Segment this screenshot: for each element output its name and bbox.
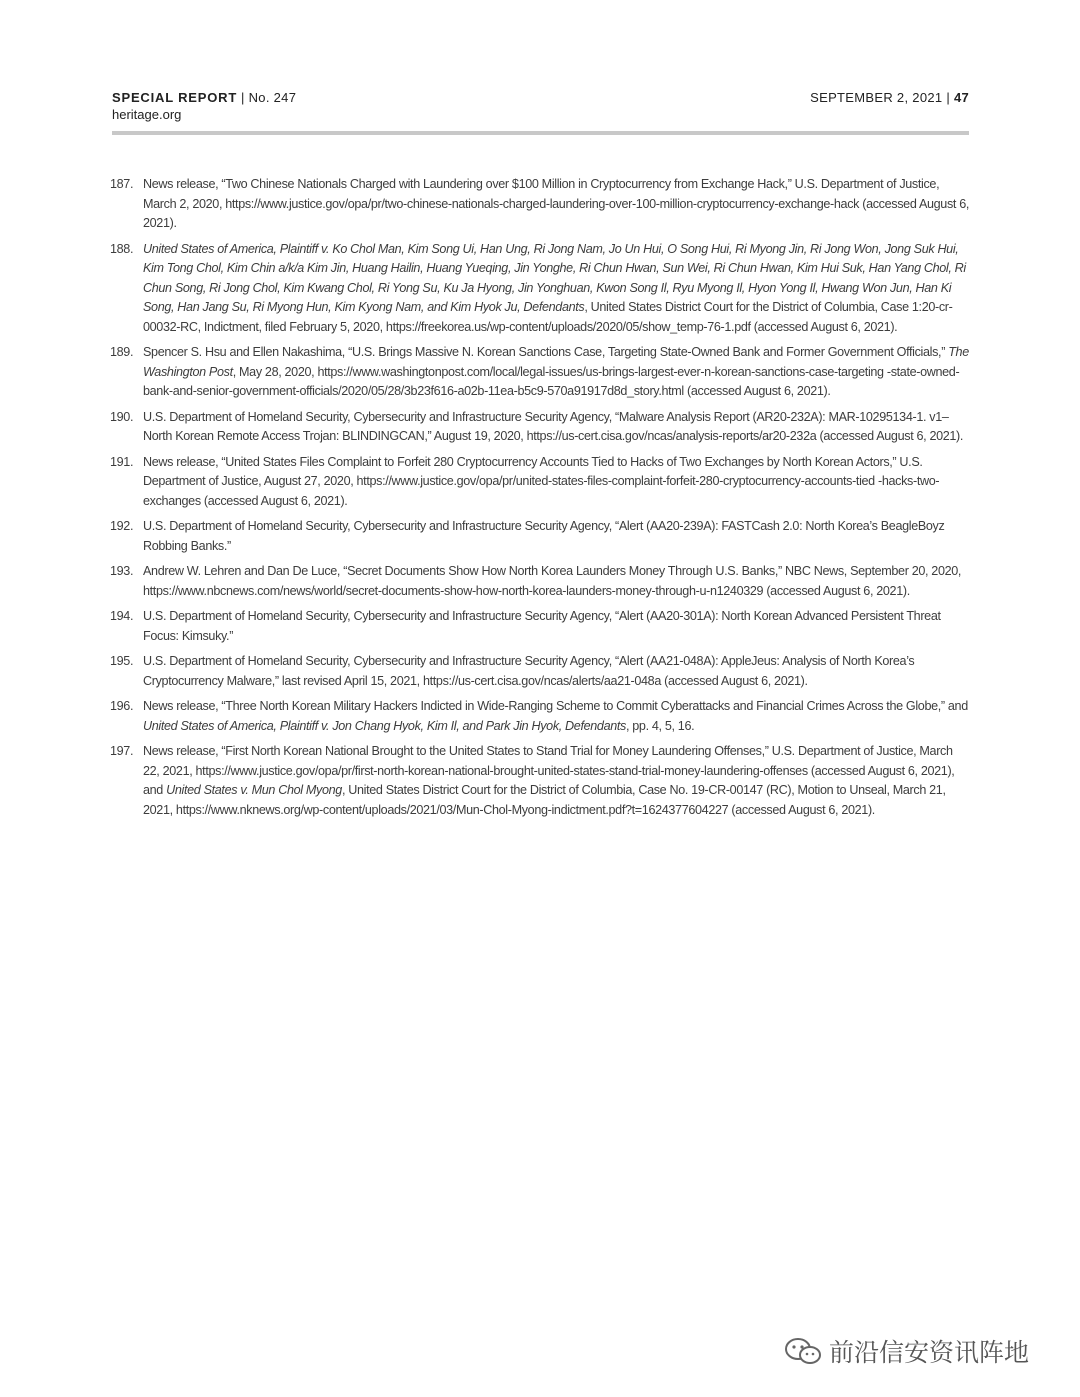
- endnote-text: [143, 175, 972, 234]
- endnote-item: [110, 453, 972, 512]
- report-number: No. 247: [248, 90, 297, 105]
- endnote-number: 194.: [110, 609, 134, 623]
- report-label: SPECIAL REPORT: [112, 90, 238, 105]
- endnote-number: 196.: [110, 699, 134, 713]
- endnote-text-segment: , United States District Court for the District of Columbia, Case 1:20-cr-00032-RC, Indictment, filed February 5, 2020, https://freekorea.us/wp-content/uploads/2020/05/show_temp-76-1.pdf (accessed August 6, 2021).: [143, 300, 953, 334]
- endnote-italic-title: United States v. Mun Chol Myong: [166, 783, 342, 797]
- endnote-text: [143, 652, 972, 691]
- endnote-number: 195.: [110, 654, 134, 668]
- report-line: [112, 90, 296, 105]
- endnote-item: [110, 343, 972, 402]
- endnote-number: 191.: [110, 454, 134, 469]
- website[interactable]: heritage.org: [112, 107, 182, 122]
- endnote-text-segment: , May 28, 2020, https://www.washingtonpost.com/local/legal-issues/us-brings-largest-ever-n-korean-sanctions-case-targeting -state-owned-bank-and-senior-government-officials/2020/05/28/3b23f616-a02b-11ea-b5c9-570a91917d8d_story.html (accessed August 6, 2021).: [143, 364, 960, 398]
- endnote-number: 192.: [110, 519, 134, 533]
- endnote-item: [110, 517, 972, 556]
- endnotes-list: [110, 175, 972, 826]
- endnote-item: [110, 607, 972, 646]
- endnote-italic-title: The Washington Post: [143, 345, 969, 379]
- endnote-item: [110, 240, 972, 338]
- endnote-item: [110, 742, 972, 820]
- endnote-item: [110, 175, 972, 234]
- endnote-text-segment: News release, “First North Korean National Brought to the United States to Stand Trial for Money Laundering Offenses,” U.S. Department of Justice, March 22, 2021, https://www.justice.gov/opa/pr/first-north-korean-national-brought-united-states-stand-trial-money-laundering-offenses (accessed August 6, 2021), and: [143, 744, 955, 797]
- endnote-item: [110, 562, 972, 601]
- endnote-text-segment: Andrew W. Lehren and Dan De Luce, “Secret Documents Show How North Korea Launders Money Through U.S. Banks,” NBC News, September 20, 2020, https://www.nbcnews.com/news/world/secret-documents-show-how-north-korea-launders-money-through-u-n1240329 (accessed August 6, 2021).: [143, 564, 962, 598]
- watermark-text: 前沿信安资讯阵地: [829, 1338, 1030, 1367]
- endnote-number: 189.: [110, 345, 134, 359]
- endnote-number: 193.: [110, 564, 134, 578]
- endnote-italic-title: United States of America, Plaintiff v. Ko Chol Man, Kim Song Ui, Han Ung, Ri Jong Nam, Jo Un Hui, O Song Hui, Ri Myong Jin, Ri Jong Won, Jong Suk Hui, Kim Tong Chol, Kim Chin a/k/a Kim Jin, Huang Hailin, Huang Yueqing, Jin Yonghe, Ri Chun Hwan, Sun Wei, Ri Chun Hwan, Kim Hui Suk, Han Yang Chol, Ri Chun Song, Ri Jong Chol, Kim Kwang Chol, Ri Yong Su, Ku Ja Hyong, Jin Yonghuan, Kwon Song Il, Ryu Myong Il, Hyon Yong Il, Hwang Won Jun, Han Ki Song, Han Jang Su, Ri Myong Hun, Kim Kyong Nam, and Kim Hyok Ju, Defendants: [143, 241, 966, 314]
- endnote-text: [143, 408, 972, 447]
- endnote-item: [110, 408, 972, 447]
- endnote-text: [143, 343, 972, 402]
- watermark: [783, 1333, 1029, 1369]
- date-page: [810, 90, 969, 105]
- endnote-text-segment: News release, “Two Chinese Nationals Charged with Laundering over $100 Million in Cryptocurrency from Exchange Hack,” U.S. Department of Justice, March 2, 2020, https://www.justice.gov/opa/pr/two-chinese-nationals-charged-laundering-over-100-million-cryptocurrency-exchange-hack (accessed August 6, 2021).: [143, 177, 970, 230]
- endnote-text: [143, 562, 972, 601]
- endnote-text: [143, 607, 972, 646]
- endnote-number: 187.: [110, 177, 134, 191]
- endnote-text-segment: Spencer S. Hsu and Ellen Nakashima, “U.S. Brings Massive N. Korean Sanctions Case, Targeting State-Owned Bank and Former Government Officials,”: [143, 345, 949, 359]
- endnote-text-segment: , pp. 4, 5, 16.: [625, 718, 695, 733]
- endnote-number: 197.: [110, 744, 134, 758]
- endnote-text-segment: U.S. Department of Homeland Security, Cybersecurity and Infrastructure Security Agency, “Malware Analysis Report (AR20-232A): MAR-10295134-1. v1–North Korean Remote Access Trojan: BLINDINGCAN,” August 19, 2020, https://us-cert.cisa.gov/ncas/analysis-reports/ar20-232a (accessed August 6, 2021).: [143, 409, 964, 443]
- endnote-number: 190.: [110, 409, 134, 424]
- endnote-text-segment: U.S. Department of Homeland Security, Cybersecurity and Infrastructure Security Agency, “Alert (AA21-048A): AppleJeus: Analysis of North Korea’s Cryptocurrency Malware,” last revised April 15, 2021, https://us-cert.cisa.gov/ncas/alerts/aa21-048a (accessed August 6, 2021).: [143, 654, 915, 688]
- report-info: [112, 90, 296, 122]
- endnote-item: [110, 652, 972, 691]
- header-separator: |: [237, 90, 249, 105]
- endnote-text: [143, 453, 972, 512]
- endnote-text: [143, 240, 972, 338]
- endnote-text: [143, 517, 972, 556]
- endnote-text: [143, 697, 972, 736]
- wechat-icon: [783, 1336, 823, 1366]
- endnote-item: [110, 697, 972, 736]
- header-rule: [112, 131, 969, 135]
- endnote-italic-title: United States of America, Plaintiff v. Jon Chang Hyok, Kim Il, and Park Jin Hyok, Defendants: [143, 718, 626, 733]
- endnote-text-segment: News release, “United States Files Complaint to Forfeit 280 Cryptocurrency Accounts Tied to Hacks of Two Exchanges by North Korean Actors,” U.S. Department of Justice, August 27, 2020, https://www.justice.gov/opa/pr/united-states-files-complaint-forfeit-280-cryptocurrency-accounts-tied -hacks-two-exchanges (accessed August 6, 2021).: [143, 454, 940, 508]
- endnote-text-segment: U.S. Department of Homeland Security, Cybersecurity and Infrastructure Security Agency, “Alert (AA20-239A): FASTCash 2.0: North Korea’s BeagleBoyz Robbing Banks.”: [143, 519, 945, 553]
- page-number: 47: [953, 90, 969, 105]
- report-date: SEPTEMBER 2, 2021: [810, 90, 943, 105]
- endnote-text-segment: U.S. Department of Homeland Security, Cybersecurity and Infrastructure Security Agency, “Alert (AA20-301A): North Korean Advanced Persistent Threat Focus: Kimsuky.”: [143, 609, 941, 643]
- date-separator: |: [942, 90, 954, 105]
- endnote-text-segment: News release, “Three North Korean Military Hackers Indicted in Wide-Ranging Scheme to Commit Cyberattacks and Financial Crimes Across the Globe,” and: [143, 699, 968, 713]
- endnote-text-segment: , United States District Court for the District of Columbia, Case No. 19-CR-00147 (RC), Motion to Unseal, March 21, 2021, https://www.nknews.org/wp-content/uploads/2021/03/Mun-Chol-Myong-indictment.pdf?t=1624377604227 (accessed August 6, 2021).: [143, 783, 946, 817]
- endnote-number: 188.: [110, 241, 134, 256]
- endnote-text: [143, 742, 972, 820]
